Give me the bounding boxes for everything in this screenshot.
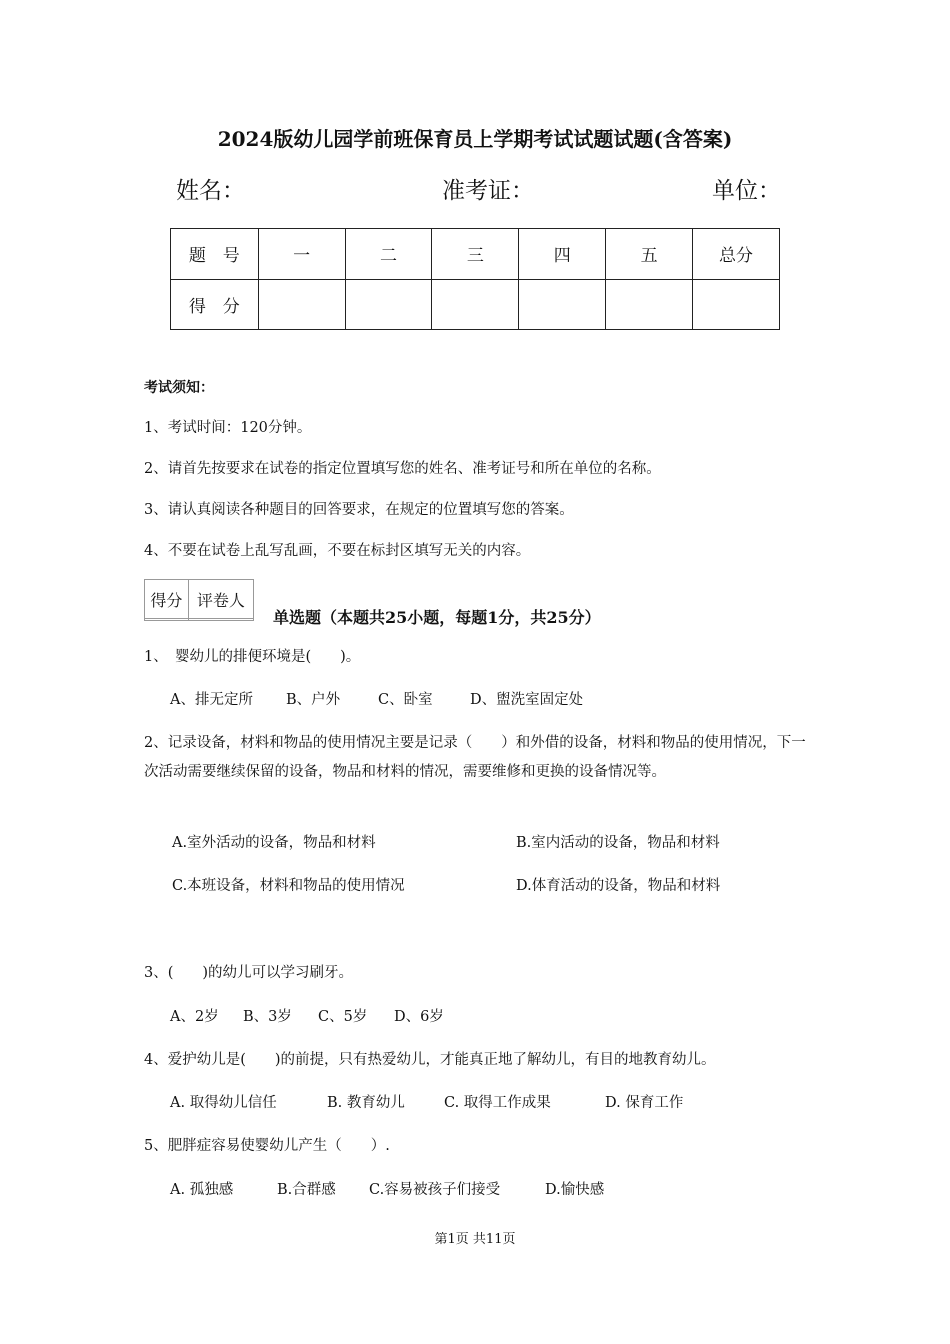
score-header-cell: 一 xyxy=(258,229,345,280)
question-2-option-a: A.室外活动的设备，物品和材料 xyxy=(172,835,376,851)
question-4-text: 4、爱护幼儿是( )的前提，只有热爱幼儿，才能真正地了解幼儿，有目的地教育幼儿。 xyxy=(144,1052,716,1068)
notice-item: 1、考试时间：120分钟。 xyxy=(144,420,312,436)
question-2-option-b: B.室内活动的设备，物品和材料 xyxy=(516,835,720,851)
score-entry-cell[interactable] xyxy=(432,279,519,330)
grader-score-cell[interactable] xyxy=(145,619,189,621)
question-5-option-a: A. 孤独感 xyxy=(170,1182,234,1198)
question-1-option-c: C、卧室 xyxy=(378,692,433,708)
question-2-option-d: D.体育活动的设备，物品和材料 xyxy=(516,878,721,894)
question-4-option-a: A. 取得幼儿信任 xyxy=(170,1095,277,1111)
question-3-option-a: A、2岁 xyxy=(170,1009,219,1025)
question-3-option-b: B、3岁 xyxy=(243,1009,292,1025)
question-1-option-b: B、户外 xyxy=(286,692,341,708)
notice-item: 4、不要在试卷上乱写乱画，不要在标封区填写无关的内容。 xyxy=(144,543,531,559)
notice-item: 2、请首先按要求在试卷的指定位置填写您的姓名、准考证号和所在单位的名称。 xyxy=(144,461,661,477)
grader-score-label: 得分 xyxy=(145,580,189,619)
score-entry-cell[interactable] xyxy=(693,279,780,330)
grader-box xyxy=(144,579,254,621)
question-1-text: 1、 婴幼儿的排便环境是( )。 xyxy=(144,649,361,665)
question-4-option-b: B. 教育幼儿 xyxy=(327,1095,405,1111)
score-header-cell: 五 xyxy=(606,229,693,280)
score-header-cell: 三 xyxy=(432,229,519,280)
score-table-score-row xyxy=(171,279,780,330)
notice-item: 3、请认真阅读各种题目的回答要求，在规定的位置填写您的答案。 xyxy=(144,502,574,518)
question-2-option-c: C.本班设备，材料和物品的使用情况 xyxy=(172,878,405,894)
score-header-cell: 四 xyxy=(519,229,606,280)
question-1-option-d: D、盥洗室固定处 xyxy=(470,692,584,708)
question-5-option-c: C.容易被孩子们接受 xyxy=(369,1182,501,1198)
question-5-option-d: D.愉快感 xyxy=(545,1182,605,1198)
question-3-option-d: D、6岁 xyxy=(394,1009,444,1025)
question-5-option-b: B.合群感 xyxy=(277,1182,336,1198)
question-5-text: 5、肥胖症容易使婴幼儿产生（ ）. xyxy=(144,1138,390,1154)
grader-name-label: 评卷人 xyxy=(188,580,253,619)
exam-id-field-label: 准考证： xyxy=(442,178,534,204)
score-row-label: 得 分 xyxy=(171,279,259,330)
notice-title: 考试须知： xyxy=(144,380,214,396)
question-4-option-c: C. 取得工作成果 xyxy=(444,1095,551,1111)
page-title: 2024版幼儿园学前班保育员上学期考试试题试题(含答案) xyxy=(217,127,733,151)
score-header-cell: 二 xyxy=(345,229,432,280)
score-table xyxy=(170,228,780,330)
unit-field-label: 单位： xyxy=(712,178,781,204)
section-title: 单选题（本题共25小题，每题1分，共25分） xyxy=(273,608,601,627)
question-1-option-a: A、排无定所 xyxy=(170,692,253,708)
score-entry-cell[interactable] xyxy=(258,279,345,330)
question-2-text: 2、记录设备，材料和物品的使用情况主要是记录（ ）和外借的设备，材料和物品的使用情况，下一次活动需要继续保留的设备，物品和材料的情况，需要维修和更换的设备情况等。 xyxy=(144,735,806,780)
grader-name-cell[interactable] xyxy=(188,619,253,621)
question-3-option-c: C、5岁 xyxy=(318,1009,368,1025)
score-header-cell: 总分 xyxy=(693,229,780,280)
name-field-label: 姓名： xyxy=(176,178,245,204)
score-entry-cell[interactable] xyxy=(606,279,693,330)
score-table-header-row xyxy=(171,229,780,280)
question-3-text: 3、( )的幼儿可以学习刷牙。 xyxy=(144,965,354,981)
score-header-cell: 题 号 xyxy=(171,229,259,280)
score-entry-cell[interactable] xyxy=(519,279,606,330)
question-4-option-d: D. 保育工作 xyxy=(605,1095,684,1111)
score-entry-cell[interactable] xyxy=(345,279,432,330)
page-footer: 第1页 共11页 xyxy=(434,1232,516,1247)
